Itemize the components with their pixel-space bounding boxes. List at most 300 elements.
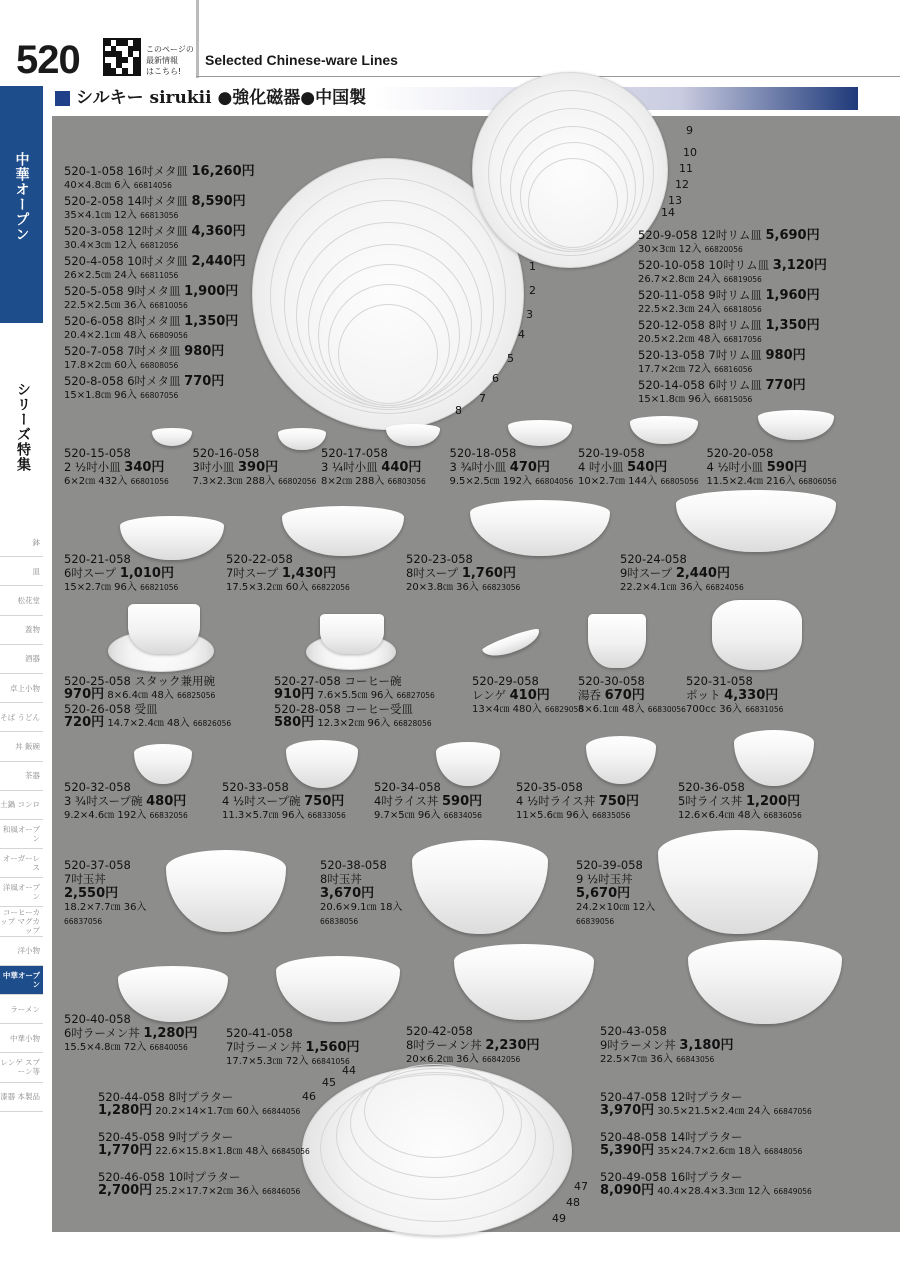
soup_bowls-item[interactable] <box>222 780 346 823</box>
item-line <box>64 314 238 329</box>
item-spec <box>64 915 146 929</box>
item-jan-wrap <box>140 583 178 592</box>
item-name: 6吋ラーメン丼 <box>64 1026 140 1040</box>
item-spec <box>678 809 802 823</box>
item-price: 1,770円 <box>98 1143 153 1158</box>
item-line <box>576 872 655 886</box>
teapot-image <box>712 600 802 670</box>
item-jan-wrap <box>482 583 520 592</box>
soups-item[interactable] <box>620 552 744 595</box>
item-jan: 66810056 <box>149 301 188 310</box>
item-code: 520-44-058 <box>98 1090 165 1104</box>
item-price: 1,900円 <box>184 284 239 299</box>
category-tab-label: 中華オープン <box>13 152 30 242</box>
series-feature-tab[interactable] <box>13 382 33 476</box>
item-jan: 66845056 <box>271 1147 310 1156</box>
item-dims: 17.7×2㎝ 72入 <box>638 364 711 375</box>
item-line <box>686 674 783 688</box>
item-price: 410円 <box>509 688 550 703</box>
item-name: コーヒー受皿 <box>344 702 414 716</box>
platter-number: 45 <box>322 1076 336 1089</box>
cups-item[interactable] <box>64 674 215 703</box>
platters_right-item[interactable] <box>600 1170 812 1199</box>
item-price: 2,700円 <box>98 1183 153 1198</box>
ramen-item[interactable] <box>600 1024 734 1067</box>
item-dims: 24.2×10㎝ 12入 <box>576 902 656 913</box>
item-spec <box>64 716 231 731</box>
item-spec <box>620 581 744 595</box>
item-code: 520-10-058 <box>638 258 705 272</box>
item-dims: 10×2.7㎝ 144入 <box>578 476 658 487</box>
plate-number: 12 <box>675 178 689 191</box>
item-jan: 66840056 <box>149 1043 188 1052</box>
item-jan-wrap <box>131 477 169 486</box>
plate-number: 13 <box>668 194 682 207</box>
item-name: スタック兼用碗 <box>134 674 215 688</box>
side-index-item[interactable]: オーガーレス <box>0 849 43 878</box>
platter-number: 46 <box>302 1090 316 1103</box>
ramen-bowl-image <box>454 944 594 1020</box>
soup_bowls-item[interactable] <box>64 780 188 823</box>
item-jan-wrap <box>272 1147 310 1156</box>
item-name: 4 ½吋小皿 <box>706 460 764 474</box>
item-jan: 66839056 <box>576 917 615 926</box>
item-line <box>472 674 583 688</box>
item-line <box>578 674 686 688</box>
cups-item[interactable] <box>274 702 432 731</box>
small-dish-image <box>508 420 572 446</box>
item-spec <box>64 389 224 403</box>
item-jan-wrap <box>724 335 762 344</box>
item-jan-wrap <box>397 691 435 700</box>
item-jan-wrap <box>150 331 188 340</box>
item-dims: 8×6.4㎝ 48入 <box>107 690 174 701</box>
soups-item[interactable] <box>64 552 178 595</box>
rice-bowl-image <box>166 850 286 932</box>
item-dims: 17.7×5.3㎝ 72入 <box>226 1056 309 1067</box>
item-name: 12吋リム皿 <box>701 228 762 242</box>
item-name: 14吋メタ皿 <box>127 194 188 208</box>
item-jan: 66844056 <box>262 1107 301 1116</box>
small-dish-image <box>386 424 440 446</box>
item-dims: 17.8×2㎝ 60入 <box>64 360 137 371</box>
item-name: 3 ¾吋小皿 <box>449 460 507 474</box>
item-dims: 15×1.8㎝ 96入 <box>638 394 711 405</box>
item-line <box>576 886 655 901</box>
small-dish-image <box>152 428 192 446</box>
item-line <box>64 674 215 688</box>
left_plates-item[interactable] <box>64 194 246 223</box>
item-jan: 66817056 <box>723 335 762 344</box>
item-jan: 66825056 <box>177 691 216 700</box>
item-price: 980円 <box>765 348 806 363</box>
item-name: 7吋玉丼 <box>64 872 106 886</box>
side-index-item[interactable]: 酒器 <box>0 645 43 674</box>
item-jan: 66820056 <box>704 245 743 254</box>
item-code: 520-13-058 <box>638 348 705 362</box>
small_dishes-item[interactable] <box>578 446 699 489</box>
plate-number: 9 <box>686 124 693 137</box>
ramen-item[interactable] <box>226 1026 360 1069</box>
item-dims: 12.6×6.4㎝ 48入 <box>678 810 761 821</box>
item-dims: 13×4㎝ 480入 <box>472 704 542 715</box>
item-line <box>321 460 426 475</box>
rice-bowl-image <box>658 830 818 934</box>
plate-number: 14 <box>661 206 675 219</box>
item-jan: 66809056 <box>149 331 188 340</box>
platter-ring <box>364 1064 504 1158</box>
plate-number: 5 <box>507 352 514 365</box>
item-price: 2,440円 <box>675 566 730 581</box>
item-spec <box>707 475 837 489</box>
item-name: 9吋リム皿 <box>708 288 762 302</box>
item-spec <box>64 359 224 373</box>
right_plates-item[interactable] <box>638 258 827 287</box>
item-dims: 35×24.7×2.6㎝ 18入 <box>657 1146 761 1157</box>
qr-code-icon[interactable] <box>103 38 141 76</box>
item-line <box>406 1038 540 1053</box>
item-line <box>64 794 188 809</box>
item-dims: 20×3.8㎝ 36入 <box>406 582 479 593</box>
item-price: 1,560円 <box>305 1040 360 1055</box>
soups-item[interactable] <box>406 552 520 595</box>
platters_right-item[interactable] <box>600 1090 812 1119</box>
plate-number: 10 <box>683 146 697 159</box>
item-line <box>226 566 350 581</box>
soups-item[interactable] <box>226 552 350 595</box>
item-spec <box>374 809 482 823</box>
item-price: 2,440円 <box>191 254 246 269</box>
item-dims: 8×2㎝ 288入 <box>321 476 385 487</box>
coffee-cup-image <box>320 614 384 654</box>
item-code: 520-24-058 <box>620 552 687 566</box>
tama_don-item[interactable] <box>576 858 655 929</box>
item-name: 16吋プラター <box>670 1170 743 1184</box>
item-dims: 15×2.7㎝ 96入 <box>64 582 137 593</box>
item-name: 4吋ライス丼 <box>374 794 439 808</box>
item-dims: 11.5×2.4㎝ 216入 <box>706 476 796 487</box>
side-index-item[interactable]: 鉢 <box>0 528 43 557</box>
item-price: 770円 <box>765 378 806 393</box>
item-name: 10吋リム皿 <box>708 258 770 272</box>
side-index-item[interactable]: 漆器 本製品 <box>0 1083 43 1112</box>
item-code: 520-17-058 <box>321 446 388 460</box>
item-jan: 66808056 <box>140 361 179 370</box>
item-price: 1,430円 <box>281 566 336 581</box>
left_plates-item[interactable] <box>64 164 255 193</box>
left_plates-item[interactable] <box>64 254 246 283</box>
item-spec <box>638 333 820 347</box>
soup_bowls-item[interactable] <box>374 780 482 823</box>
side-index-item[interactable]: 松花堂 <box>0 586 43 615</box>
item-jan: 66822056 <box>311 583 350 592</box>
side-index-item[interactable]: レンゲ スプーン等 <box>0 1053 43 1082</box>
left_plates-item[interactable] <box>64 314 238 343</box>
right_plates-item[interactable] <box>638 348 806 377</box>
item-line <box>406 566 520 581</box>
item-line <box>516 794 639 809</box>
item-jan: 66849056 <box>773 1187 812 1196</box>
item-jan: 66813056 <box>140 211 179 220</box>
item-line <box>450 446 574 460</box>
item-line <box>600 1090 812 1104</box>
item-name: 9吋メタ皿 <box>127 284 181 298</box>
item-line <box>320 858 402 872</box>
item-jan: 66847056 <box>773 1107 812 1116</box>
item-price: 910円 <box>274 687 315 702</box>
item-name: 7吋スープ <box>226 566 279 580</box>
item-dims: 18.2×7.7㎝ 36入 <box>64 902 147 913</box>
item-spec <box>274 716 432 731</box>
side-index-item[interactable]: 和風オーブン <box>0 820 43 849</box>
tama_don-item[interactable] <box>320 858 402 929</box>
item-name: 12吋メタ皿 <box>127 224 188 238</box>
item-jan: 66828056 <box>393 719 432 728</box>
side-index-item[interactable]: コーヒーカップ マグカップ <box>0 907 43 936</box>
item-line <box>64 446 169 460</box>
item-code: 520-25-058 <box>64 674 131 688</box>
small_dishes-item[interactable] <box>321 446 426 489</box>
item-price: 1,280円 <box>143 1026 198 1041</box>
item-line <box>406 1024 540 1038</box>
side-index-item[interactable]: 洋風オーブン <box>0 878 43 907</box>
item-line <box>274 702 432 716</box>
item-code: 520-14-058 <box>638 378 705 392</box>
item-line <box>64 780 188 794</box>
qr-note-line: 最新情報 <box>146 56 178 65</box>
item-dims: 26×2.5㎝ 24入 <box>64 270 137 281</box>
item-code: 520-21-058 <box>64 552 131 566</box>
item-name: 7吋ラーメン丼 <box>226 1040 302 1054</box>
item-jan-wrap <box>648 705 686 714</box>
item-code: 520-2-058 <box>64 194 124 208</box>
platters_left-item[interactable] <box>98 1130 310 1159</box>
item-jan-wrap <box>774 1187 812 1196</box>
series-title-band <box>52 87 858 110</box>
item-name: 6吋スープ <box>64 566 117 580</box>
left_plates-item[interactable] <box>64 374 224 403</box>
left_plates-item[interactable] <box>64 284 238 313</box>
item-dims: 11×5.6㎝ 96入 <box>516 810 589 821</box>
item-code: 520-29-058 <box>472 674 539 688</box>
item-jan-wrap <box>706 583 744 592</box>
item-price: 540円 <box>627 460 668 475</box>
item-code: 520-11-058 <box>638 288 705 302</box>
item-line <box>64 872 146 886</box>
right_plates-item[interactable] <box>638 228 820 257</box>
item-spec <box>638 393 806 407</box>
item-name: 4 ½吋ライス丼 <box>516 794 596 808</box>
platters_right-item[interactable] <box>600 1130 802 1159</box>
item-jan: 66812056 <box>140 241 179 250</box>
right_plates-item[interactable] <box>638 288 820 317</box>
item-line <box>98 1170 300 1184</box>
item-jan-wrap <box>535 477 573 486</box>
item-dims: 20.6×9.1㎝ 18入 <box>320 902 403 913</box>
item-spec <box>193 475 317 489</box>
item-jan-wrap <box>745 705 783 714</box>
item-line <box>707 446 837 460</box>
small_dishes-item[interactable] <box>193 446 317 489</box>
item-dims: 40.4×28.4×3.3㎝ 12入 <box>657 1186 771 1197</box>
item-code: 520-32-058 <box>64 780 131 794</box>
small_dishes-item[interactable] <box>707 446 837 489</box>
item-jan-wrap <box>308 811 346 820</box>
item-price: 580円 <box>274 715 315 730</box>
soup_bowls-item[interactable] <box>678 780 802 823</box>
item-dims: 22.5×2.3㎝ 24入 <box>638 304 721 315</box>
series-title: シルキー sirukii ●強化磁器●中国製 <box>76 88 367 108</box>
item-code: 520-31-058 <box>686 674 753 688</box>
side-index-item[interactable]: 皿 <box>0 557 43 586</box>
item-line <box>620 566 744 581</box>
header-divider <box>196 0 199 78</box>
right_plates-item[interactable] <box>638 318 820 347</box>
item-dims: 15×1.8㎝ 96入 <box>64 390 137 401</box>
side-index-item[interactable]: 茶器 <box>0 762 43 791</box>
item-jan-wrap <box>714 395 752 404</box>
series-feature-label: シリーズ特集 <box>15 382 31 472</box>
item-jan-wrap <box>676 1055 714 1064</box>
item-jan-wrap <box>764 811 802 820</box>
tama_don-item[interactable] <box>64 858 146 929</box>
item-spec <box>638 303 820 317</box>
item-jan: 66833056 <box>307 811 346 820</box>
item-jan: 66832056 <box>149 811 188 820</box>
item-line <box>600 1170 812 1184</box>
item-line <box>226 1040 360 1055</box>
right_plates-item[interactable] <box>638 378 806 407</box>
ramen-item[interactable] <box>406 1024 540 1067</box>
soup_bowls-item[interactable] <box>516 780 639 823</box>
side-index-item[interactable]: 蓋物 <box>0 616 43 645</box>
item-code: 520-33-058 <box>222 780 289 794</box>
item-jan-wrap <box>177 691 215 700</box>
left_plates-item[interactable] <box>64 224 246 253</box>
cups-item[interactable] <box>64 702 231 731</box>
item-spec <box>450 475 574 489</box>
item-jan: 66803056 <box>387 477 426 486</box>
item-jan-wrap <box>660 477 698 486</box>
item-name: 8吋スープ <box>406 566 459 580</box>
side-index-item[interactable]: そば うどん <box>0 703 43 732</box>
item-code: 520-41-058 <box>226 1026 293 1040</box>
item-code: 520-6-058 <box>64 314 124 328</box>
item-price: 970円 <box>64 687 105 702</box>
plate-number: 8 <box>455 404 462 417</box>
item-code: 520-18-058 <box>449 446 517 460</box>
item-price: 3,180円 <box>679 1038 734 1053</box>
side-index-item[interactable]: 中華オープン <box>0 966 43 995</box>
platters_left-item[interactable] <box>98 1170 300 1199</box>
item-price: 980円 <box>184 344 225 359</box>
item-dims: 9.7×5㎝ 96入 <box>374 810 441 821</box>
cups-item[interactable] <box>686 674 783 717</box>
item-name: 湯呑 <box>578 688 601 702</box>
ramen-item[interactable] <box>64 1012 198 1055</box>
small_dishes-item[interactable] <box>64 446 169 489</box>
plate-number: 7 <box>479 392 486 405</box>
product-panel <box>52 116 900 1232</box>
small_dishes-item[interactable] <box>450 446 574 489</box>
item-price: 3,670円 <box>320 886 375 901</box>
item-price: 1,350円 <box>184 314 239 329</box>
item-jan: 66843056 <box>676 1055 715 1064</box>
item-spec <box>320 915 402 929</box>
item-code: 520-48-058 <box>600 1130 667 1144</box>
item-spec <box>64 179 255 193</box>
platters_left-item[interactable] <box>98 1090 300 1119</box>
cups-item[interactable] <box>472 674 583 717</box>
platter-number: 44 <box>342 1064 356 1077</box>
item-jan: 66838056 <box>320 917 359 926</box>
item-price: 2,230円 <box>485 1038 540 1053</box>
side-index-item[interactable]: 卓上小物 <box>0 674 43 703</box>
side-index-item[interactable]: 丼 飯碗 <box>0 732 43 761</box>
item-name: 3 ¼吋小皿 <box>321 460 378 474</box>
item-name: 6吋メタ皿 <box>127 374 181 388</box>
item-line <box>638 228 820 243</box>
item-price: 480円 <box>146 794 187 809</box>
side-index-item[interactable]: 洋小物 <box>0 937 43 966</box>
item-price: 5,390円 <box>600 1143 655 1158</box>
item-spec <box>576 915 655 929</box>
item-dims: 12.3×2㎝ 96入 <box>317 718 391 729</box>
item-jan: 66823056 <box>482 583 521 592</box>
side-index-item[interactable]: ラーメン <box>0 995 43 1024</box>
item-jan: 66806056 <box>798 477 837 486</box>
item-line <box>707 460 837 475</box>
item-price: 5,690円 <box>765 228 820 243</box>
category-tab[interactable] <box>0 86 43 323</box>
item-code: 520-7-058 <box>64 344 124 358</box>
item-jan-wrap <box>193 719 231 728</box>
item-spec <box>64 209 246 223</box>
side-index-item[interactable]: 中華小物 <box>0 1024 43 1053</box>
item-jan: 66837056 <box>64 917 103 926</box>
item-jan: 66834056 <box>443 811 482 820</box>
item-name: 6吋リム皿 <box>708 378 762 392</box>
item-price: 770円 <box>184 374 225 389</box>
item-dims: 20.5×2.2㎝ 48入 <box>638 334 721 345</box>
soup-bowl-image <box>586 736 656 784</box>
item-jan-wrap <box>393 719 431 728</box>
plate-number: 6 <box>492 372 499 385</box>
item-jan-wrap <box>64 917 102 926</box>
item-price: 720円 <box>64 715 105 730</box>
item-dims: 22.6×15.8×1.8㎝ 48入 <box>155 1146 269 1157</box>
item-name: 受皿 <box>134 702 158 716</box>
qr-note <box>146 44 194 77</box>
rice-bowl-image <box>412 840 548 934</box>
cups-item[interactable] <box>578 674 686 717</box>
item-line <box>321 446 426 460</box>
item-spec <box>576 901 655 915</box>
item-spec <box>64 901 146 915</box>
cups-item[interactable] <box>274 674 435 703</box>
item-jan: 66802056 <box>278 477 317 486</box>
item-jan-wrap <box>576 917 614 926</box>
item-line <box>64 344 224 359</box>
side-index-item[interactable]: 土鍋 コンロ <box>0 791 43 820</box>
item-spec <box>600 1184 812 1199</box>
left_plates-item[interactable] <box>64 344 224 373</box>
item-dims: 14.7×2.4㎝ 48入 <box>107 718 190 729</box>
item-price: 3,120円 <box>772 258 827 273</box>
item-jan-wrap <box>262 1187 300 1196</box>
small-dish-image <box>758 410 834 440</box>
item-price: 670円 <box>604 688 645 703</box>
